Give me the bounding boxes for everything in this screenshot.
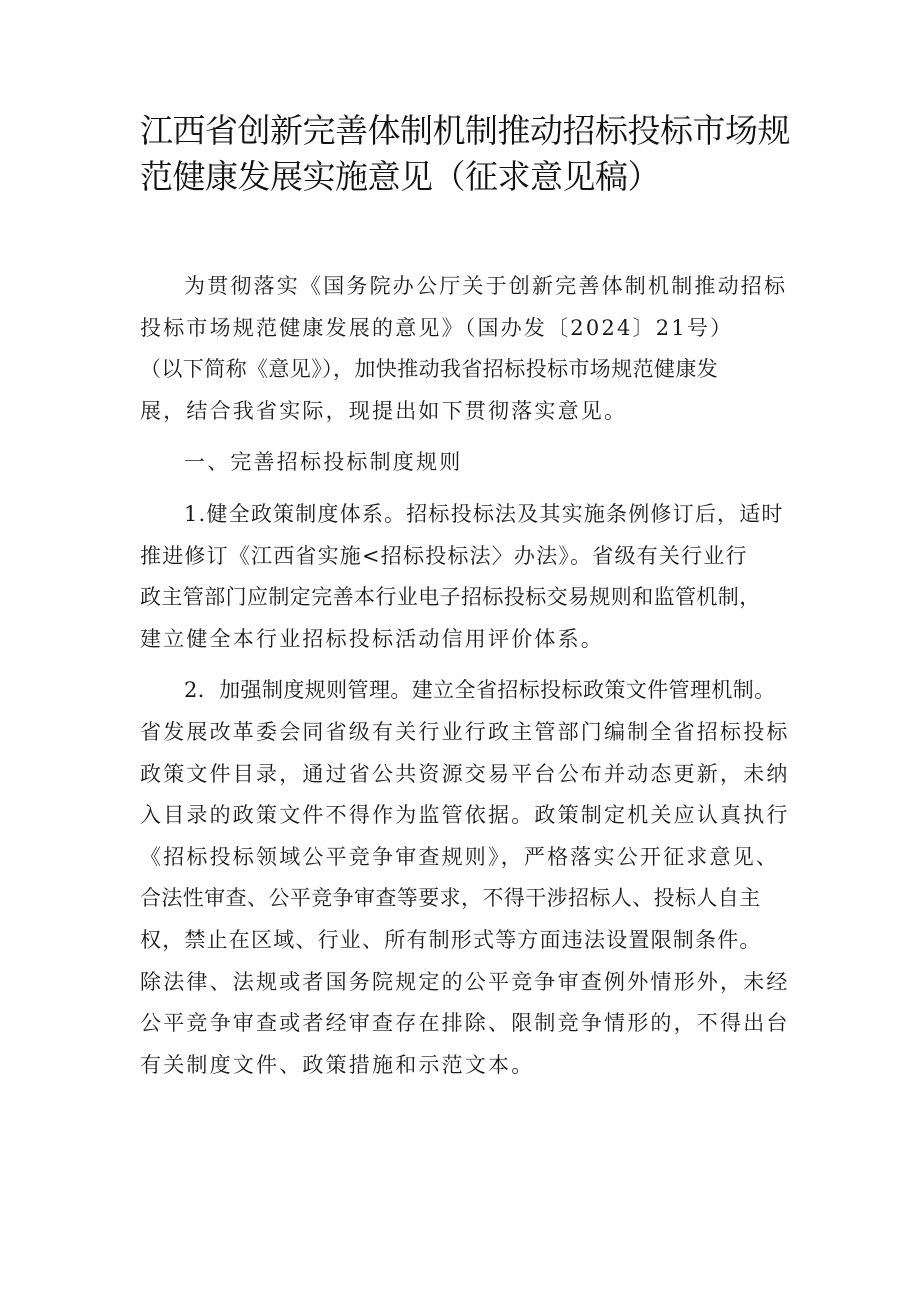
title-line: 江西省创新完善体制机制推动招标投标市场规 bbox=[140, 111, 790, 150]
text-line: 省发展改革委会同省级有关行业行政主管部门编制全省招标投标 bbox=[140, 719, 790, 744]
text-line: 2．加强制度规则管理。建立全省招标投标政策文件管理机制。 bbox=[184, 678, 776, 703]
text-line: 公平竞争审查或者经审查存在排除、限制竞争情形的，不得出台 bbox=[140, 1011, 790, 1036]
paragraph-spacer bbox=[140, 484, 795, 494]
section-heading: 一、完善招标投标制度规则 bbox=[184, 450, 463, 475]
paragraph-spacer bbox=[140, 660, 795, 670]
section-heading-1 bbox=[140, 442, 795, 484]
paragraph-intro bbox=[140, 266, 795, 432]
text-line: 有关制度文件、政策措施和示范文本。 bbox=[140, 1052, 535, 1077]
document-body bbox=[140, 266, 795, 1086]
text-line: （以下简称《意见》），加快推动我省招标投标市场规范健康发 bbox=[140, 357, 719, 382]
paragraph-spacer bbox=[140, 432, 795, 442]
text-line: 权，禁止在区域、行业、所有制形式等方面违法设置限制条件。 bbox=[140, 927, 762, 952]
title-line: 范健康发展实施意见（征求意见稿） bbox=[140, 157, 660, 196]
text-line: 建立健全本行业招标投标活动信用评价体系。 bbox=[140, 626, 604, 651]
text-line: 合法性审查、公平竞争审查等要求，不得干涉招标人、投标人自主 bbox=[140, 886, 761, 911]
text-line: 除法律、法规或者国务院规定的公平竞争审查例外情形外，未经 bbox=[140, 969, 790, 994]
text-line: 推进修订《江西省实施<招标投标法〉办法》。省级有关行业行 bbox=[140, 543, 748, 568]
text-line: 入目录的政策文件不得作为监管依据。政策制定机关应认真执行 bbox=[140, 803, 790, 828]
text-line: 为贯彻落实《国务院办公厅关于创新完善体制机制推动招标 bbox=[184, 274, 788, 298]
document-title bbox=[140, 108, 800, 200]
text-line: 1.健全政策制度体系。招标投标法及其实施条例修订后，适时 bbox=[184, 501, 784, 526]
paragraph-item-1 bbox=[140, 494, 795, 660]
text-line: 展，结合我省实际，现提出如下贯彻落实意见。 bbox=[140, 398, 628, 423]
text-line: 政主管部门应制定完善本行业电子招标投标交易规则和监管机制， bbox=[140, 585, 761, 610]
text-line: 政策文件目录，通过省公共资源交易平台公布并动态更新，未纳 bbox=[140, 761, 790, 786]
text-line: 投标市场规范健康发展的意见》（国办发〔2024〕21号） bbox=[140, 315, 734, 340]
text-line: 《招标投标领域公平竞争审查规则》，严格落实公开征求意见、 bbox=[140, 844, 780, 869]
paragraph-item-2 bbox=[140, 670, 795, 1086]
